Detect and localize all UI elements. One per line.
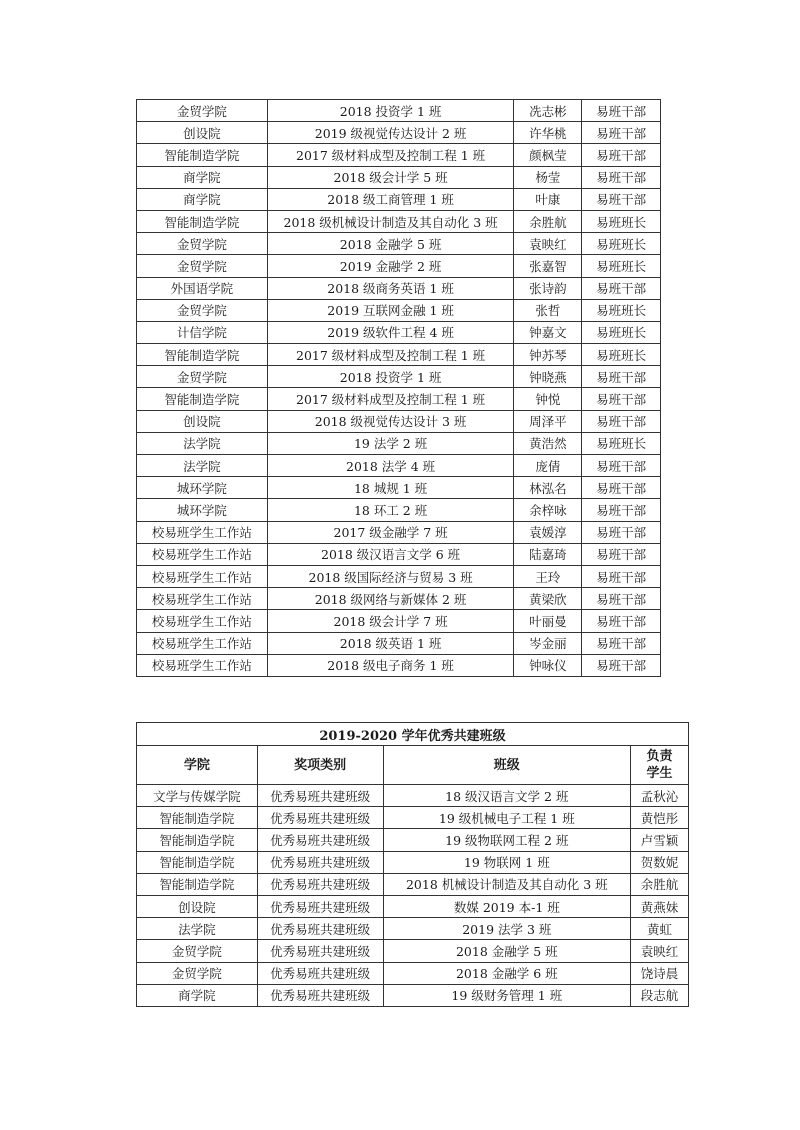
student-cell: 袁映红 [514, 233, 582, 255]
award-table-members [136, 99, 661, 677]
class-cell: 2019 级软件工程 4 班 [267, 321, 514, 343]
student-cell: 黄燕妹 [631, 895, 689, 917]
role-cell: 易班干部 [582, 144, 661, 166]
role-cell: 易班班长 [582, 255, 661, 277]
role-cell: 易班干部 [582, 654, 661, 676]
college-cell: 智能制造学院 [137, 388, 268, 410]
class-cell: 2018 级商务英语 1 班 [267, 277, 514, 299]
class-cell: 19 级机械电子工程 1 班 [383, 807, 631, 829]
table-row [137, 654, 661, 676]
header-award-category: 奖项类别 [257, 746, 383, 785]
student-cell: 杨莹 [514, 166, 582, 188]
table-row [137, 388, 661, 410]
role-cell: 易班干部 [582, 521, 661, 543]
student-cell: 钟悦 [514, 388, 582, 410]
table-row [137, 255, 661, 277]
table-row [137, 122, 661, 144]
role-cell: 易班班长 [582, 321, 661, 343]
student-cell: 饶诗晨 [631, 962, 689, 984]
class-cell: 2018 级视觉传达设计 3 班 [267, 410, 514, 432]
table-row [137, 210, 661, 232]
table-row [137, 895, 689, 917]
table-row [137, 188, 661, 210]
award-category-cell: 优秀易班共建班级 [257, 895, 383, 917]
table-row [137, 962, 689, 984]
student-cell: 张诗韵 [514, 277, 582, 299]
table-row [137, 321, 661, 343]
table-body [137, 100, 661, 677]
table-row [137, 829, 689, 851]
table-row [137, 984, 689, 1006]
class-cell: 2018 级工商管理 1 班 [267, 188, 514, 210]
class-cell: 2017 级材料成型及控制工程 1 班 [267, 388, 514, 410]
class-cell: 2018 级国际经济与贸易 3 班 [267, 565, 514, 587]
college-cell: 金贸学院 [137, 366, 268, 388]
student-cell: 叶康 [514, 188, 582, 210]
role-cell: 易班干部 [582, 499, 661, 521]
class-cell: 19 法学 2 班 [267, 432, 514, 454]
table-title-row [137, 723, 689, 746]
college-cell: 商学院 [137, 984, 258, 1006]
student-cell: 黄梁欣 [514, 588, 582, 610]
role-cell: 易班干部 [582, 477, 661, 499]
college-cell: 商学院 [137, 188, 268, 210]
award-category-cell: 优秀易班共建班级 [257, 785, 383, 807]
college-cell: 法学院 [137, 918, 258, 940]
table-row [137, 588, 661, 610]
table-row [137, 565, 661, 587]
award-category-cell: 优秀易班共建班级 [257, 940, 383, 962]
student-cell: 庞倩 [514, 455, 582, 477]
college-cell: 城环学院 [137, 477, 268, 499]
college-cell: 智能制造学院 [137, 851, 258, 873]
table-row [137, 521, 661, 543]
college-cell: 法学院 [137, 455, 268, 477]
role-cell: 易班干部 [582, 455, 661, 477]
student-cell: 冼志彬 [514, 100, 582, 122]
college-cell: 金贸学院 [137, 100, 268, 122]
table-row [137, 873, 689, 895]
table-row [137, 477, 661, 499]
class-cell: 2019 金融学 2 班 [267, 255, 514, 277]
table-row [137, 344, 661, 366]
table-row [137, 543, 661, 565]
role-cell: 易班干部 [582, 543, 661, 565]
student-cell: 叶丽曼 [514, 610, 582, 632]
class-cell: 19 物联网 1 班 [383, 851, 631, 873]
award-table-classes [136, 722, 689, 1007]
class-cell: 2019 互联网金融 1 班 [267, 299, 514, 321]
class-cell: 18 级汉语言文学 2 班 [383, 785, 631, 807]
college-cell: 校易班学生工作站 [137, 521, 268, 543]
table-row [137, 366, 661, 388]
college-cell: 金贸学院 [137, 299, 268, 321]
college-cell: 智能制造学院 [137, 873, 258, 895]
college-cell: 校易班学生工作站 [137, 588, 268, 610]
class-cell: 19 级物联网工程 2 班 [383, 829, 631, 851]
college-cell: 校易班学生工作站 [137, 632, 268, 654]
role-cell: 易班班长 [582, 299, 661, 321]
class-cell: 2018 投资学 1 班 [267, 366, 514, 388]
table-row [137, 918, 689, 940]
student-cell: 贺数妮 [631, 851, 689, 873]
award-category-cell: 优秀易班共建班级 [257, 984, 383, 1006]
college-cell: 智能制造学院 [137, 807, 258, 829]
student-cell: 袁映红 [631, 940, 689, 962]
class-cell: 2018 法学 4 班 [267, 455, 514, 477]
award-category-cell: 优秀易班共建班级 [257, 851, 383, 873]
student-cell: 段志航 [631, 984, 689, 1006]
class-cell: 2018 机械设计制造及其自动化 3 班 [383, 873, 631, 895]
class-cell: 2018 级网络与新媒体 2 班 [267, 588, 514, 610]
class-cell: 2018 级会计学 5 班 [267, 166, 514, 188]
header-responsible-student: 负责学生 [631, 746, 689, 785]
table-row [137, 807, 689, 829]
table-row [137, 632, 661, 654]
student-cell: 张嘉智 [514, 255, 582, 277]
college-cell: 智能制造学院 [137, 210, 268, 232]
college-cell: 校易班学生工作站 [137, 610, 268, 632]
award-category-cell: 优秀易班共建班级 [257, 918, 383, 940]
table-title: 2019-2020 学年优秀共建班级 [137, 723, 689, 746]
college-cell: 金贸学院 [137, 940, 258, 962]
table-row [137, 233, 661, 255]
header-class: 班级 [383, 746, 631, 785]
college-cell: 计信学院 [137, 321, 268, 343]
student-cell: 钟嘉文 [514, 321, 582, 343]
role-cell: 易班干部 [582, 388, 661, 410]
class-cell: 2018 级电子商务 1 班 [267, 654, 514, 676]
college-cell: 文学与传媒学院 [137, 785, 258, 807]
table-row [137, 144, 661, 166]
college-cell: 城环学院 [137, 499, 268, 521]
class-cell: 2018 投资学 1 班 [267, 100, 514, 122]
award-category-cell: 优秀易班共建班级 [257, 829, 383, 851]
college-cell: 金贸学院 [137, 962, 258, 984]
college-cell: 创设院 [137, 895, 258, 917]
student-cell: 余梓咏 [514, 499, 582, 521]
student-cell: 余胜航 [514, 210, 582, 232]
college-cell: 金贸学院 [137, 233, 268, 255]
student-cell: 张哲 [514, 299, 582, 321]
table-row [137, 851, 689, 873]
role-cell: 易班班长 [582, 210, 661, 232]
class-cell: 2018 金融学 6 班 [383, 962, 631, 984]
role-cell: 易班干部 [582, 122, 661, 144]
student-cell: 颜枫莹 [514, 144, 582, 166]
student-cell: 卢雪颖 [631, 829, 689, 851]
table-row [137, 410, 661, 432]
class-cell: 2017 级材料成型及控制工程 1 班 [267, 344, 514, 366]
student-cell: 袁媛淳 [514, 521, 582, 543]
table-header-row [137, 746, 689, 785]
student-cell: 黄虹 [631, 918, 689, 940]
student-cell: 钟咏仪 [514, 654, 582, 676]
college-cell: 商学院 [137, 166, 268, 188]
student-cell: 林泓名 [514, 477, 582, 499]
college-cell: 智能制造学院 [137, 829, 258, 851]
college-cell: 法学院 [137, 432, 268, 454]
class-cell: 2019 级视觉传达设计 2 班 [267, 122, 514, 144]
award-category-cell: 优秀易班共建班级 [257, 873, 383, 895]
class-cell: 2018 级汉语言文学 6 班 [267, 543, 514, 565]
student-cell: 周泽平 [514, 410, 582, 432]
table-row [137, 166, 661, 188]
college-cell: 外国语学院 [137, 277, 268, 299]
award-category-cell: 优秀易班共建班级 [257, 807, 383, 829]
college-cell: 校易班学生工作站 [137, 565, 268, 587]
table-row [137, 940, 689, 962]
student-cell: 余胜航 [631, 873, 689, 895]
college-cell: 校易班学生工作站 [137, 654, 268, 676]
student-cell: 岑金丽 [514, 632, 582, 654]
class-cell: 2018 级会计学 7 班 [267, 610, 514, 632]
class-cell: 2017 级材料成型及控制工程 1 班 [267, 144, 514, 166]
role-cell: 易班班长 [582, 344, 661, 366]
college-cell: 创设院 [137, 122, 268, 144]
college-cell: 金贸学院 [137, 255, 268, 277]
class-cell: 2019 法学 3 班 [383, 918, 631, 940]
class-cell: 18 环工 2 班 [267, 499, 514, 521]
student-cell: 陆嘉琦 [514, 543, 582, 565]
student-cell: 钟晓燕 [514, 366, 582, 388]
table-row [137, 299, 661, 321]
role-cell: 易班干部 [582, 100, 661, 122]
college-cell: 校易班学生工作站 [137, 543, 268, 565]
college-cell: 智能制造学院 [137, 344, 268, 366]
table-row [137, 277, 661, 299]
role-cell: 易班干部 [582, 610, 661, 632]
class-cell: 2018 级英语 1 班 [267, 632, 514, 654]
role-cell: 易班干部 [582, 166, 661, 188]
class-cell: 18 城规 1 班 [267, 477, 514, 499]
role-cell: 易班干部 [582, 565, 661, 587]
role-cell: 易班干部 [582, 410, 661, 432]
class-cell: 数媒 2019 本-1 班 [383, 895, 631, 917]
role-cell: 易班干部 [582, 588, 661, 610]
class-cell: 19 级财务管理 1 班 [383, 984, 631, 1006]
table-head [137, 723, 689, 785]
student-cell: 黄浩然 [514, 432, 582, 454]
header-college: 学院 [137, 746, 258, 785]
student-cell: 王玲 [514, 565, 582, 587]
student-cell: 黄恺彤 [631, 807, 689, 829]
role-cell: 易班干部 [582, 632, 661, 654]
class-cell: 2018 金融学 5 班 [267, 233, 514, 255]
role-cell: 易班干部 [582, 188, 661, 210]
award-category-cell: 优秀易班共建班级 [257, 962, 383, 984]
table-row [137, 455, 661, 477]
college-cell: 智能制造学院 [137, 144, 268, 166]
table-row [137, 432, 661, 454]
table-row [137, 610, 661, 632]
class-cell: 2018 金融学 5 班 [383, 940, 631, 962]
role-cell: 易班干部 [582, 277, 661, 299]
class-cell: 2018 级机械设计制造及其自动化 3 班 [267, 210, 514, 232]
table-body [137, 785, 689, 1007]
table-row [137, 499, 661, 521]
role-cell: 易班班长 [582, 432, 661, 454]
class-cell: 2017 级金融学 7 班 [267, 521, 514, 543]
table-row [137, 785, 689, 807]
table-row [137, 100, 661, 122]
role-cell: 易班班长 [582, 233, 661, 255]
college-cell: 创设院 [137, 410, 268, 432]
student-cell: 孟秋沁 [631, 785, 689, 807]
role-cell: 易班干部 [582, 366, 661, 388]
student-cell: 钟苏琴 [514, 344, 582, 366]
student-cell: 许华桃 [514, 122, 582, 144]
